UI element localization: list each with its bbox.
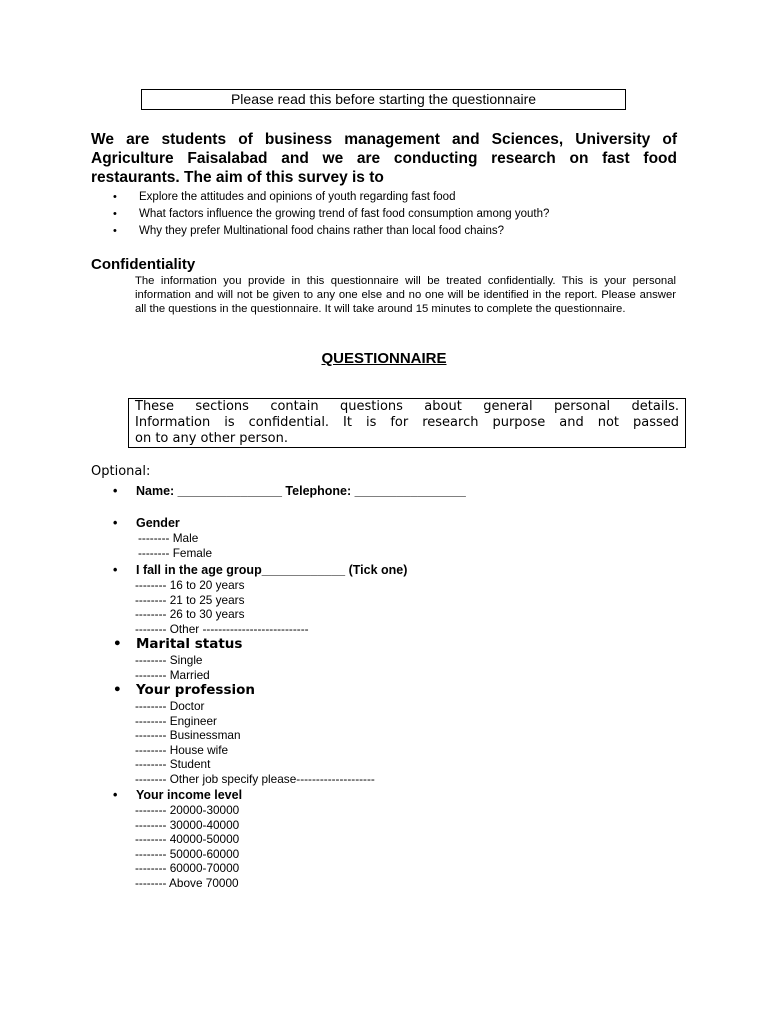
age-option[interactable]: -------- 16 to 20 years <box>135 578 245 592</box>
marital-status-label: Marital status <box>136 636 243 652</box>
question-row <box>113 515 212 531</box>
income-option[interactable]: -------- 30000-40000 <box>135 817 240 832</box>
profession-option[interactable]: -------- Other job specify please-------------------- <box>135 771 375 786</box>
profession-option[interactable]: -------- House wife <box>135 742 229 757</box>
income-label: Your income level <box>136 788 243 802</box>
name-telephone-question <box>113 483 466 499</box>
age-option[interactable]: -------- 21 to 25 years <box>135 592 245 607</box>
bullet-icon: • <box>113 682 122 698</box>
aim-text: What factors influence the growing trend of fast food consumption among youth? <box>139 208 550 220</box>
intro-line: restaurants. The aim of this survey is to <box>91 169 384 186</box>
gender-question <box>113 515 212 560</box>
confidentiality-heading: Confidentiality <box>91 256 196 273</box>
optional-label: Optional: <box>91 464 151 479</box>
intro-paragraph <box>91 130 677 187</box>
aim-text: Explore the attitudes and opinions of youth regarding fast food <box>139 191 456 203</box>
gender-option-male[interactable]: -------- Male <box>138 531 199 545</box>
list-item <box>113 189 549 206</box>
profession-label: Your profession <box>136 682 255 698</box>
bullet-icon: • <box>113 516 118 530</box>
age-group-question <box>113 562 407 636</box>
profession-option[interactable]: -------- Engineer <box>135 713 217 728</box>
question-row <box>113 636 242 653</box>
list-item <box>113 223 549 240</box>
gender-label: Gender <box>136 516 180 530</box>
section-info-line: on to any other person. <box>135 431 288 446</box>
profession-option[interactable]: -------- Student <box>135 757 211 772</box>
intro-line: Agriculture Faisalabad and we are conducting research on fast food <box>91 150 677 167</box>
question-row <box>113 483 466 499</box>
bullet-icon: • <box>113 191 117 203</box>
income-option[interactable]: -------- Above 70000 <box>135 875 239 890</box>
survey-aims-list <box>113 189 549 240</box>
gender-option-female[interactable]: -------- Female <box>138 545 213 560</box>
questionnaire-title: QUESTIONNAIRE <box>321 350 447 367</box>
section-info-line: These sections contain questions about general personal details. <box>135 399 679 414</box>
bullet-icon: • <box>113 208 117 220</box>
profession-option[interactable]: -------- Businessman <box>135 728 241 743</box>
question-row <box>113 682 375 699</box>
bullet-icon: • <box>113 225 117 237</box>
marital-option[interactable]: -------- Single <box>135 653 203 667</box>
bullet-icon: • <box>113 636 122 652</box>
confidentiality-text: The information you provide in this questionnaire will be treated confidentially. This is your personal information and will not be given to any one else and no one will be identified in the report. Please answer all the questions in the questionnaire. It will take around 15 minutes to complete the questionnaire. <box>135 275 676 316</box>
section-info-box <box>128 398 686 448</box>
income-option[interactable]: -------- 40000-50000 <box>135 832 240 847</box>
income-option[interactable]: -------- 60000-70000 <box>135 861 240 876</box>
question-row <box>113 562 407 578</box>
marital-status-question <box>113 636 242 682</box>
profession-option[interactable]: -------- Doctor <box>135 699 205 713</box>
marital-option[interactable]: -------- Married <box>135 667 210 682</box>
age-option[interactable]: -------- Other --------------------------- <box>135 621 309 636</box>
aim-text: Why they prefer Multinational food chains rather than local food chains? <box>139 225 505 237</box>
name-telephone-field[interactable]: Name: _______________ Telephone: ________________ <box>136 484 466 498</box>
age-group-label: I fall in the age group____________ (Tick one) <box>136 563 408 577</box>
income-question <box>113 787 242 891</box>
age-option[interactable]: -------- 26 to 30 years <box>135 607 245 622</box>
intro-line: We are students of business management and Sciences, University of <box>91 131 677 148</box>
question-row <box>113 787 242 803</box>
list-item <box>113 206 549 223</box>
bullet-icon: • <box>113 563 118 577</box>
notice-text: Please read this before starting the questionnaire <box>230 91 537 107</box>
profession-question <box>113 682 375 787</box>
income-option[interactable]: -------- 20000-30000 <box>135 803 240 817</box>
bullet-icon: • <box>113 788 118 802</box>
income-option[interactable]: -------- 50000-60000 <box>135 846 240 861</box>
bullet-icon: • <box>113 484 118 498</box>
notice-box <box>141 89 626 110</box>
section-info-line: Information is confidential. It is for research purpose and not passed <box>135 415 679 430</box>
